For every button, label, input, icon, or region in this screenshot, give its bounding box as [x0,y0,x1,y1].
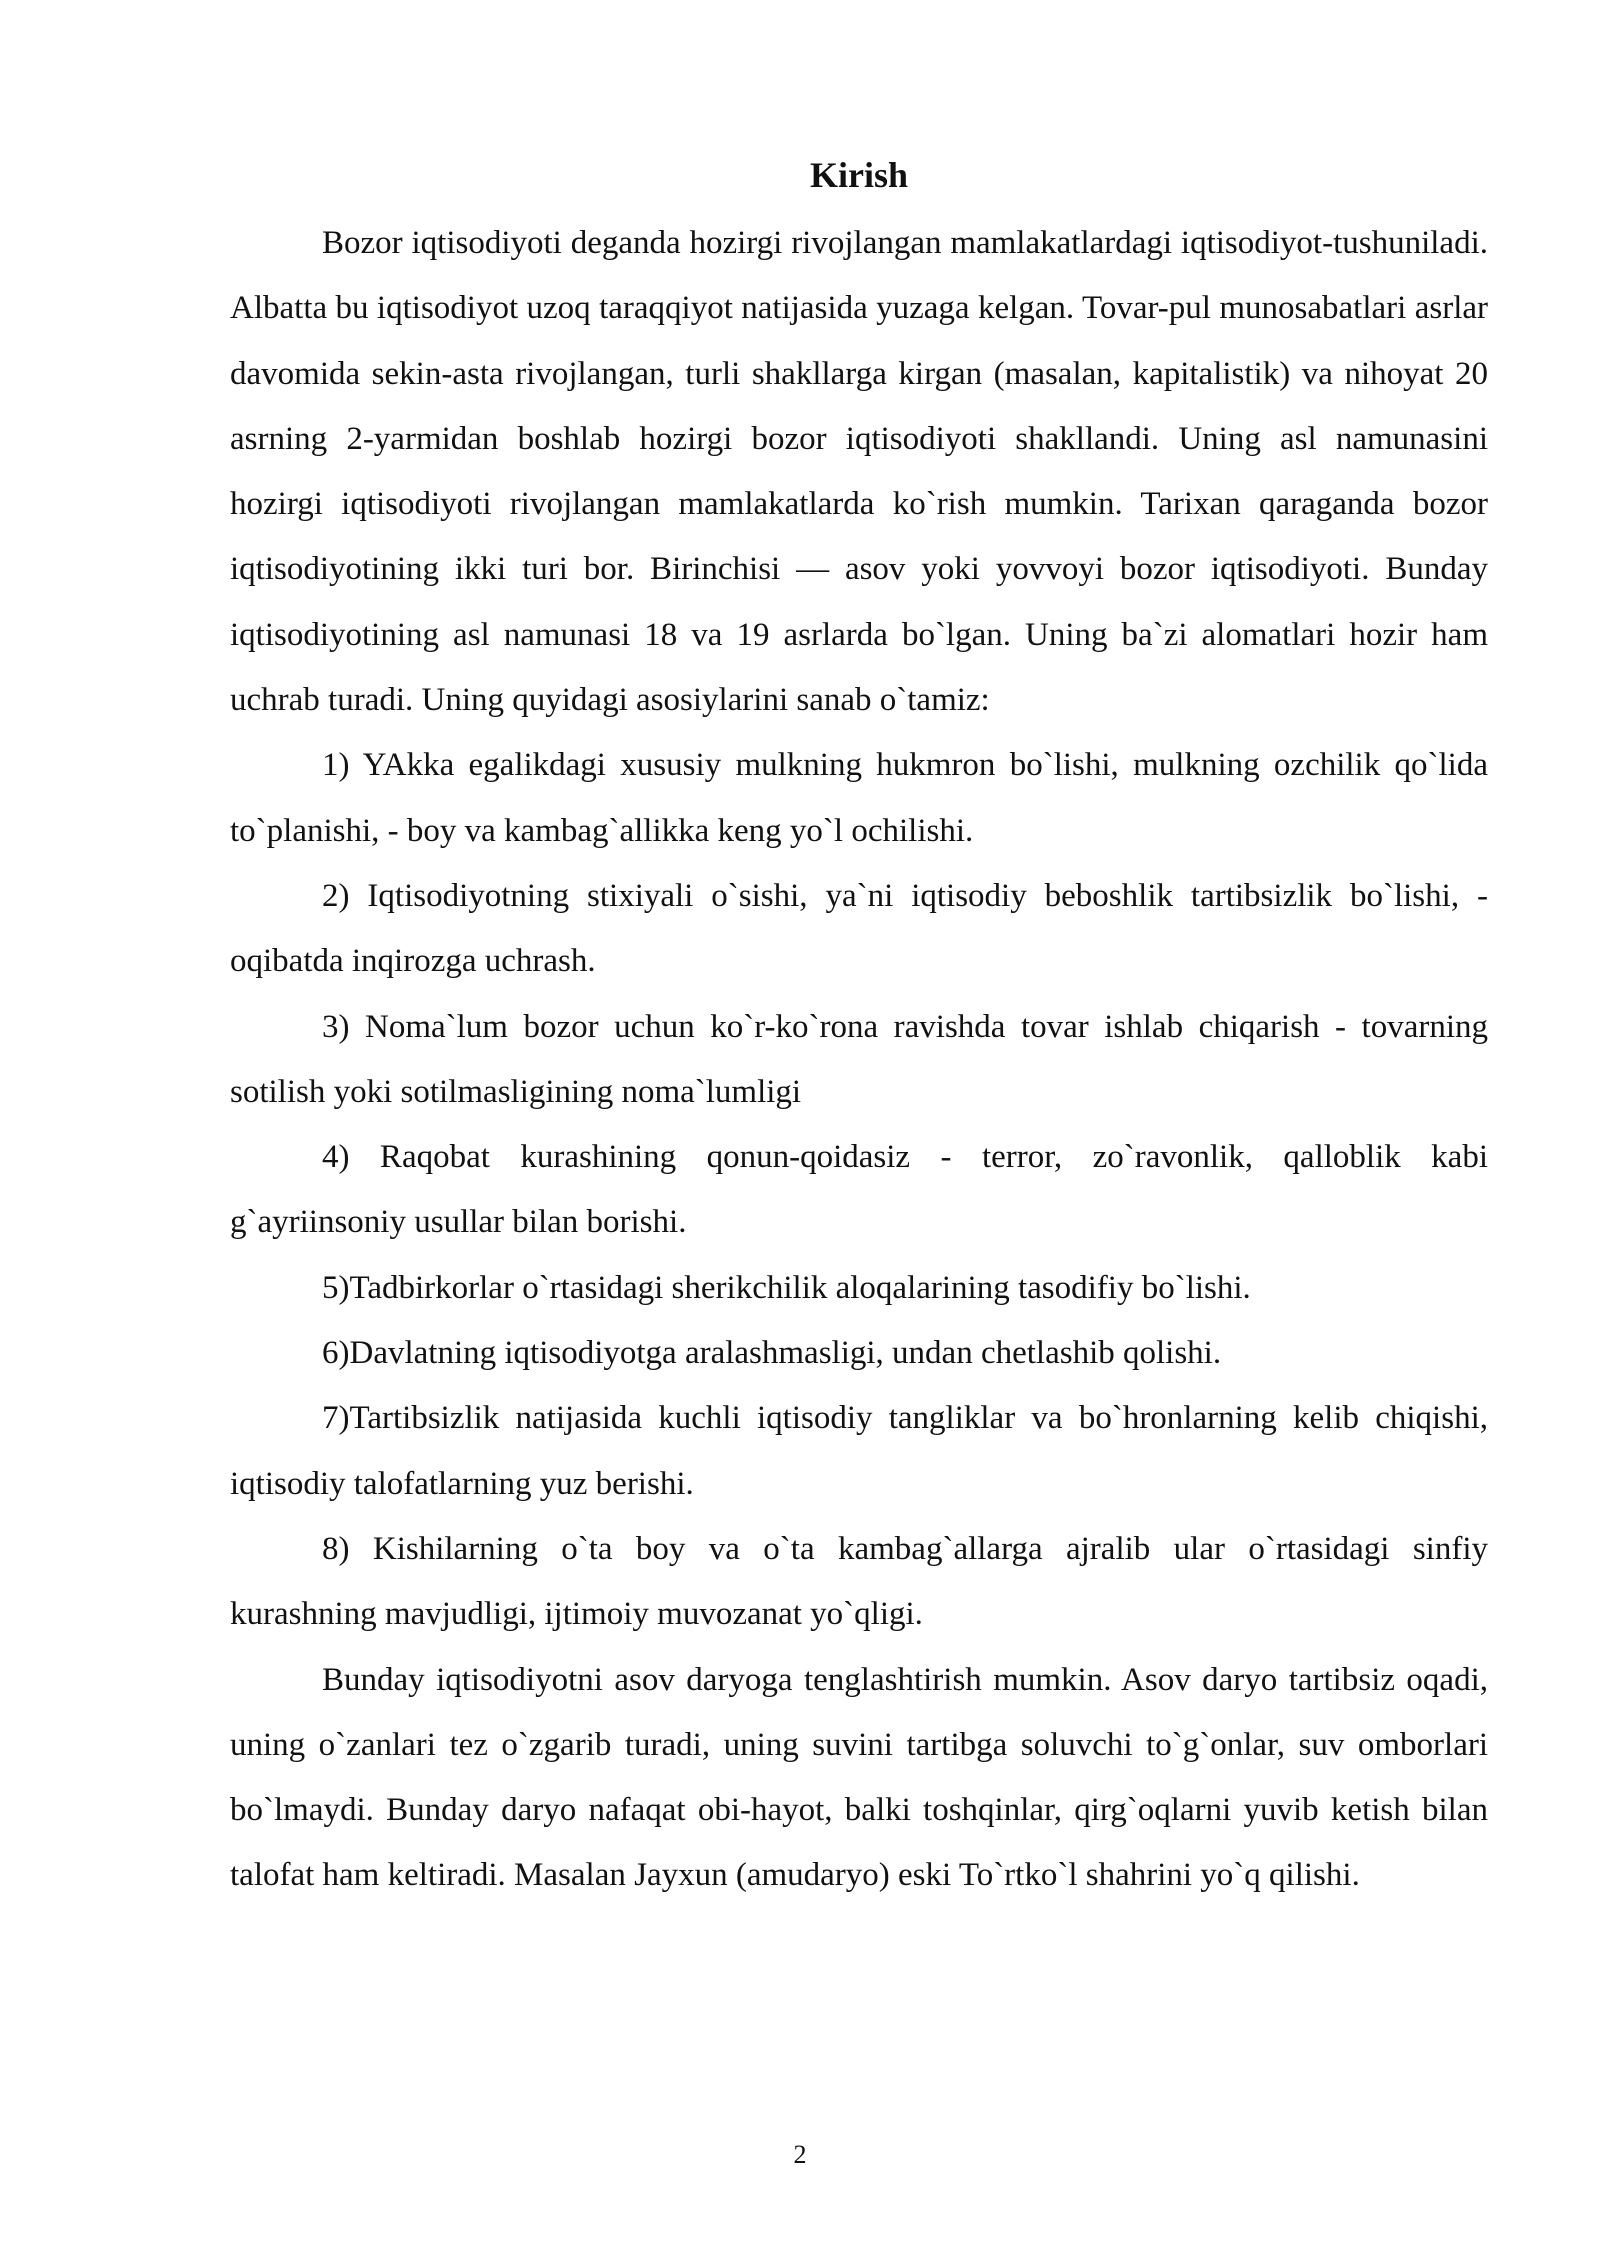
list-item-4: 4) Raqobat kurashining qonun-qoidasiz - terror, zo`ravonlik, qalloblik kabi g`ayriinsoniy usullar bilan borishi. [230,1139,1488,1241]
page-number: 2 [793,2140,807,2169]
list-item-3: 3) Noma`lum bozor uchun ko`r-ko`rona ravishda tovar ishlab chiqarish - tovarning sotilish yoki sotilmasligining noma`lumligi [230,1008,1488,1110]
list-item-6: 6)Davlatning iqtisodiyotga aralashmasligi, undan chetlashib qolishi. [322,1335,1222,1372]
list-item-8: 8) Kishilarning o`ta boy va o`ta kambag`allarga ajralib ular o`rtasidagi sinfiy kurashning mavjudligi, ijtimoiy muvozanat yo`qligi. [230,1530,1488,1633]
document-page [230,145,1488,1909]
closing-paragraph: Bunday iqtisodiyotni asov daryoga tenglashtirish mumkin. Asov daryo tartibsiz oqadi, uning o`zanlari tez o`zgarib turadi, uning suvini tartibga soluvchi to`g`onlar, suv omborlari bo`lmaydi. Bunday daryo nafaqat obi-hayot, balki toshqinlar, qirg`oqlarni yuvib ketish bilan talofat ham keltiradi. Masalan Jayxun (amudaryo) eski To`rtko`l shahrini yo`q qilishi. [230,1661,1488,1894]
document-title: Kirish [809,155,908,195]
intro-paragraph: Bozor iqtisodiyoti deganda hozirgi rivojlangan mamlakatlardagi iqtisodiyot-tushuniladi. Albatta bu iqtisodiyot uzoq taraqqiyot natijasida yuzaga kelgan. Tovar-pul munosabatlari asrlar davomida sekin-asta rivojlangan, turli shakllarga kirgan (masalan, kapitalistik) va nihoyat 20 asrning 2-yarmidan boshlab hozirgi bozor iqtisodiyoti shakllandi. Uning asl namunasini hozirgi iqtisodiyoti rivojlangan mamlakatlarda ko`rish mumkin. Tarixan qaraganda bozor iqtisodiyotining ikki turi bor. Birinchisi — asov yoki yovvoyi bozor iqtisodiyoti. Bunday iqtisodiyotining asl namunasi 18 va 19 asrlarda bo`lgan. Uning ba`zi alomatlari hozir ham uchrab turadi. Uning quyidagi asosiylarini sanab o`tamiz: [230,225,1488,719]
list-item-2: 2) Iqtisodiyotning stixiyali o`sishi, ya`ni iqtisodiy beboshlik tartibsizlik bo`lishi, - oqibatda inqirozga uchrash. [230,877,1488,980]
list-item-5: 5)Tadbirkorlar o`rtasidagi sherikchilik aloqalarining tasodifiy bo`lishi. [322,1269,1251,1306]
list-item-7: 7)Tartibsizlik natijasida kuchli iqtisodiy tangliklar va bo`hronlarning kelib chiqishi, iqtisodiy talofatlarning yuz berishi. [230,1400,1488,1502]
list-item-1: 1) YAkka egalikdagi xususiy mulkning hukmron bo`lishi, mulkning ozchilik qo`lida to`planishi, - boy va kambag`allikka keng yo`l ochilishi. [230,747,1488,849]
